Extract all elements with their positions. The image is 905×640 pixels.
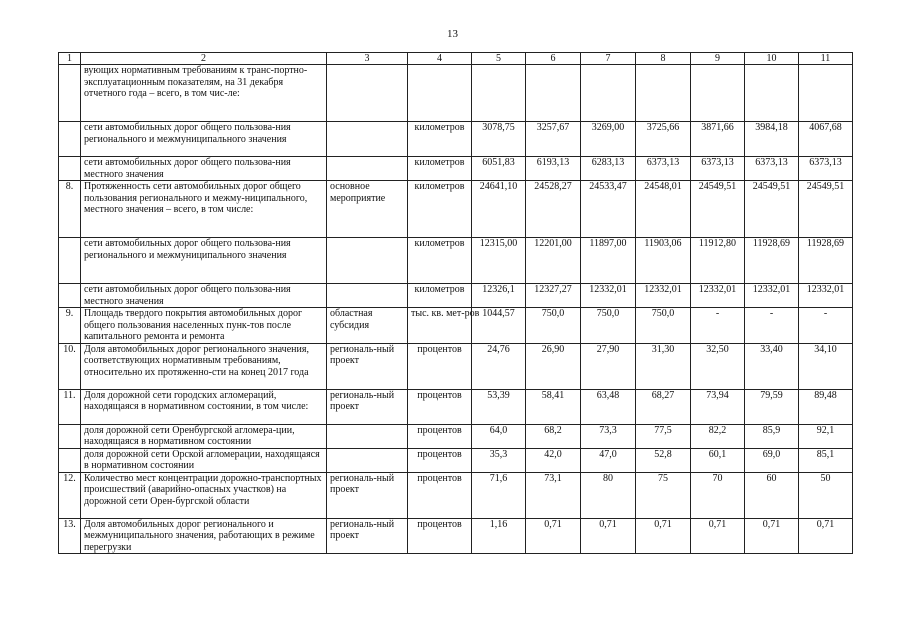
- value-cell: 0,71: [691, 518, 745, 554]
- value-cell: 3078,75: [472, 122, 526, 157]
- value-cell: 4067,68: [799, 122, 853, 157]
- row-number: 12.: [59, 472, 81, 518]
- source-cell: [327, 238, 408, 284]
- value-cell: 12332,01: [745, 284, 799, 308]
- unit-cell: процентов: [408, 448, 472, 472]
- value-cell: 12332,01: [799, 284, 853, 308]
- value-cell: 24641,10: [472, 181, 526, 238]
- source-cell: областная субсидия: [327, 308, 408, 344]
- unit-cell: процентов: [408, 389, 472, 424]
- header-cell: 10: [745, 53, 799, 65]
- value-cell: -: [691, 308, 745, 344]
- indicator-name: сети автомобильных дорог общего пользова-ния местного значения: [81, 157, 327, 181]
- row-number: 11.: [59, 389, 81, 424]
- value-cell: 73,94: [691, 389, 745, 424]
- unit-cell: тыс. кв. мет-ров: [408, 308, 472, 344]
- value-cell: 3257,67: [526, 122, 581, 157]
- page-number: 13: [447, 28, 458, 40]
- value-cell: -: [745, 308, 799, 344]
- row-number: 13.: [59, 518, 81, 554]
- value-cell: [636, 65, 691, 122]
- header-cell: 4: [408, 53, 472, 65]
- indicator-name: доля дорожной сети Орской агломерации, находящаяся в нормативном состоянии: [81, 448, 327, 472]
- header-cell: 5: [472, 53, 526, 65]
- value-cell: 3871,66: [691, 122, 745, 157]
- source-cell: основное мероприятие: [327, 181, 408, 238]
- header-cell: 9: [691, 53, 745, 65]
- source-cell: [327, 448, 408, 472]
- row-number: [59, 448, 81, 472]
- table-row: [59, 472, 853, 518]
- indicators-table: [58, 52, 853, 554]
- value-cell: 1044,57: [472, 308, 526, 344]
- value-cell: 1,16: [472, 518, 526, 554]
- table-row: [59, 389, 853, 424]
- value-cell: [581, 65, 636, 122]
- value-cell: [799, 65, 853, 122]
- value-cell: 85,9: [745, 424, 799, 448]
- value-cell: 79,59: [745, 389, 799, 424]
- value-cell: [472, 65, 526, 122]
- value-cell: 6373,13: [745, 157, 799, 181]
- value-cell: 0,71: [745, 518, 799, 554]
- indicator-name: сети автомобильных дорог общего пользова-ния регионального и межмуниципального значения: [81, 122, 327, 157]
- column-number-header: [59, 53, 853, 65]
- row-number: 9.: [59, 308, 81, 344]
- value-cell: 24549,51: [799, 181, 853, 238]
- value-cell: 12332,01: [581, 284, 636, 308]
- value-cell: 82,2: [691, 424, 745, 448]
- source-cell: [327, 157, 408, 181]
- row-number: [59, 284, 81, 308]
- value-cell: 80: [581, 472, 636, 518]
- value-cell: 53,39: [472, 389, 526, 424]
- value-cell: 0,71: [799, 518, 853, 554]
- value-cell: 73,3: [581, 424, 636, 448]
- indicator-name: сети автомобильных дорог общего пользова-ния местного значения: [81, 284, 327, 308]
- header-cell: 3: [327, 53, 408, 65]
- value-cell: 71,6: [472, 472, 526, 518]
- unit-cell: километров: [408, 157, 472, 181]
- value-cell: 77,5: [636, 424, 691, 448]
- value-cell: 0,71: [526, 518, 581, 554]
- source-cell: [327, 122, 408, 157]
- value-cell: [691, 65, 745, 122]
- table-row: [59, 157, 853, 181]
- value-cell: 12326,1: [472, 284, 526, 308]
- source-cell: [327, 65, 408, 122]
- value-cell: 6373,13: [636, 157, 691, 181]
- table-row: [59, 122, 853, 157]
- indicator-name: Площадь твердого покрытия автомобильных дорог общего пользования населенных пунк-тов после капитального ремонта и ремонта: [81, 308, 327, 344]
- value-cell: 12332,01: [636, 284, 691, 308]
- value-cell: 42,0: [526, 448, 581, 472]
- value-cell: -: [799, 308, 853, 344]
- value-cell: 32,50: [691, 343, 745, 389]
- value-cell: 11928,69: [799, 238, 853, 284]
- value-cell: 12327,27: [526, 284, 581, 308]
- value-cell: 750,0: [526, 308, 581, 344]
- value-cell: 60: [745, 472, 799, 518]
- value-cell: 47,0: [581, 448, 636, 472]
- indicator-name: Доля автомобильных дорог регионального значения, соответствующих нормативным требованиям, относительно их протяженно-сти на конец 2017 года: [81, 343, 327, 389]
- table-row: [59, 424, 853, 448]
- table-row: [59, 181, 853, 238]
- unit-cell: километров: [408, 284, 472, 308]
- value-cell: 3725,66: [636, 122, 691, 157]
- value-cell: 0,71: [581, 518, 636, 554]
- value-cell: 0,71: [636, 518, 691, 554]
- header-cell: 2: [81, 53, 327, 65]
- value-cell: 6373,13: [691, 157, 745, 181]
- unit-cell: процентов: [408, 518, 472, 554]
- header-cell: 11: [799, 53, 853, 65]
- table-row: [59, 308, 853, 344]
- value-cell: 33,40: [745, 343, 799, 389]
- row-number: [59, 238, 81, 284]
- value-cell: 68,27: [636, 389, 691, 424]
- unit-cell: процентов: [408, 472, 472, 518]
- value-cell: 35,3: [472, 448, 526, 472]
- row-number: [59, 424, 81, 448]
- row-number: [59, 157, 81, 181]
- value-cell: 3269,00: [581, 122, 636, 157]
- header-cell: 6: [526, 53, 581, 65]
- value-cell: 75: [636, 472, 691, 518]
- unit-cell: [408, 65, 472, 122]
- value-cell: 85,1: [799, 448, 853, 472]
- value-cell: 6373,13: [799, 157, 853, 181]
- table-row: [59, 65, 853, 122]
- unit-cell: километров: [408, 238, 472, 284]
- value-cell: 24549,51: [745, 181, 799, 238]
- value-cell: 64,0: [472, 424, 526, 448]
- table-row: [59, 343, 853, 389]
- value-cell: 24,76: [472, 343, 526, 389]
- value-cell: 73,1: [526, 472, 581, 518]
- value-cell: 63,48: [581, 389, 636, 424]
- value-cell: 69,0: [745, 448, 799, 472]
- value-cell: 34,10: [799, 343, 853, 389]
- value-cell: 58,41: [526, 389, 581, 424]
- value-cell: 24548,01: [636, 181, 691, 238]
- value-cell: 60,1: [691, 448, 745, 472]
- value-cell: 750,0: [636, 308, 691, 344]
- unit-cell: километров: [408, 122, 472, 157]
- source-cell: [327, 424, 408, 448]
- value-cell: 24549,51: [691, 181, 745, 238]
- row-number: 10.: [59, 343, 81, 389]
- table-row: [59, 238, 853, 284]
- unit-cell: процентов: [408, 424, 472, 448]
- value-cell: 11897,00: [581, 238, 636, 284]
- indicator-name: Доля автомобильных дорог регионального и межмуниципального значения, работающих в режиме перегрузки: [81, 518, 327, 554]
- table-row: [59, 448, 853, 472]
- value-cell: 6193,13: [526, 157, 581, 181]
- row-number: [59, 122, 81, 157]
- value-cell: 3984,18: [745, 122, 799, 157]
- value-cell: 70: [691, 472, 745, 518]
- source-cell: региональ-ный проект: [327, 389, 408, 424]
- value-cell: 11912,80: [691, 238, 745, 284]
- value-cell: 92,1: [799, 424, 853, 448]
- value-cell: 89,48: [799, 389, 853, 424]
- value-cell: 12201,00: [526, 238, 581, 284]
- value-cell: 6051,83: [472, 157, 526, 181]
- value-cell: 750,0: [581, 308, 636, 344]
- source-cell: региональ-ный проект: [327, 472, 408, 518]
- indicator-name: Протяженность сети автомобильных дорог общего пользования регионального и межму-ниципального, местного значения – всего, в том числе:: [81, 181, 327, 238]
- unit-cell: километров: [408, 181, 472, 238]
- value-cell: 27,90: [581, 343, 636, 389]
- value-cell: 52,8: [636, 448, 691, 472]
- value-cell: 50: [799, 472, 853, 518]
- value-cell: 11903,06: [636, 238, 691, 284]
- indicator-name: вующих нормативным требованиям к транс-портно-эксплуатационным показателям, на 31 декабря отчетного года – всего, в том чис-ле:: [81, 65, 327, 122]
- indicator-name: доля дорожной сети Оренбургской агломера-ции, находящаяся в нормативном состоянии: [81, 424, 327, 448]
- value-cell: 26,90: [526, 343, 581, 389]
- unit-cell: процентов: [408, 343, 472, 389]
- source-cell: [327, 284, 408, 308]
- indicator-name: Доля дорожной сети городских агломераций, находящаяся в нормативном состоянии, в том числе:: [81, 389, 327, 424]
- table-row: [59, 284, 853, 308]
- value-cell: 12315,00: [472, 238, 526, 284]
- indicator-name: Количество мест концентрации дорожно-транспортных происшествий (аварийно-опасных участков) на дорожной сети Орен-бургской области: [81, 472, 327, 518]
- value-cell: 24533,47: [581, 181, 636, 238]
- value-cell: [526, 65, 581, 122]
- value-cell: [745, 65, 799, 122]
- value-cell: 68,2: [526, 424, 581, 448]
- row-number: 8.: [59, 181, 81, 238]
- header-cell: 1: [59, 53, 81, 65]
- value-cell: 31,30: [636, 343, 691, 389]
- source-cell: региональ-ный проект: [327, 343, 408, 389]
- header-cell: 8: [636, 53, 691, 65]
- value-cell: 11928,69: [745, 238, 799, 284]
- table-row: [59, 518, 853, 554]
- value-cell: 24528,27: [526, 181, 581, 238]
- header-cell: 7: [581, 53, 636, 65]
- row-number: [59, 65, 81, 122]
- indicator-name: сети автомобильных дорог общего пользова-ния регионального и межмуниципального значения: [81, 238, 327, 284]
- value-cell: 6283,13: [581, 157, 636, 181]
- value-cell: 12332,01: [691, 284, 745, 308]
- source-cell: региональ-ный проект: [327, 518, 408, 554]
